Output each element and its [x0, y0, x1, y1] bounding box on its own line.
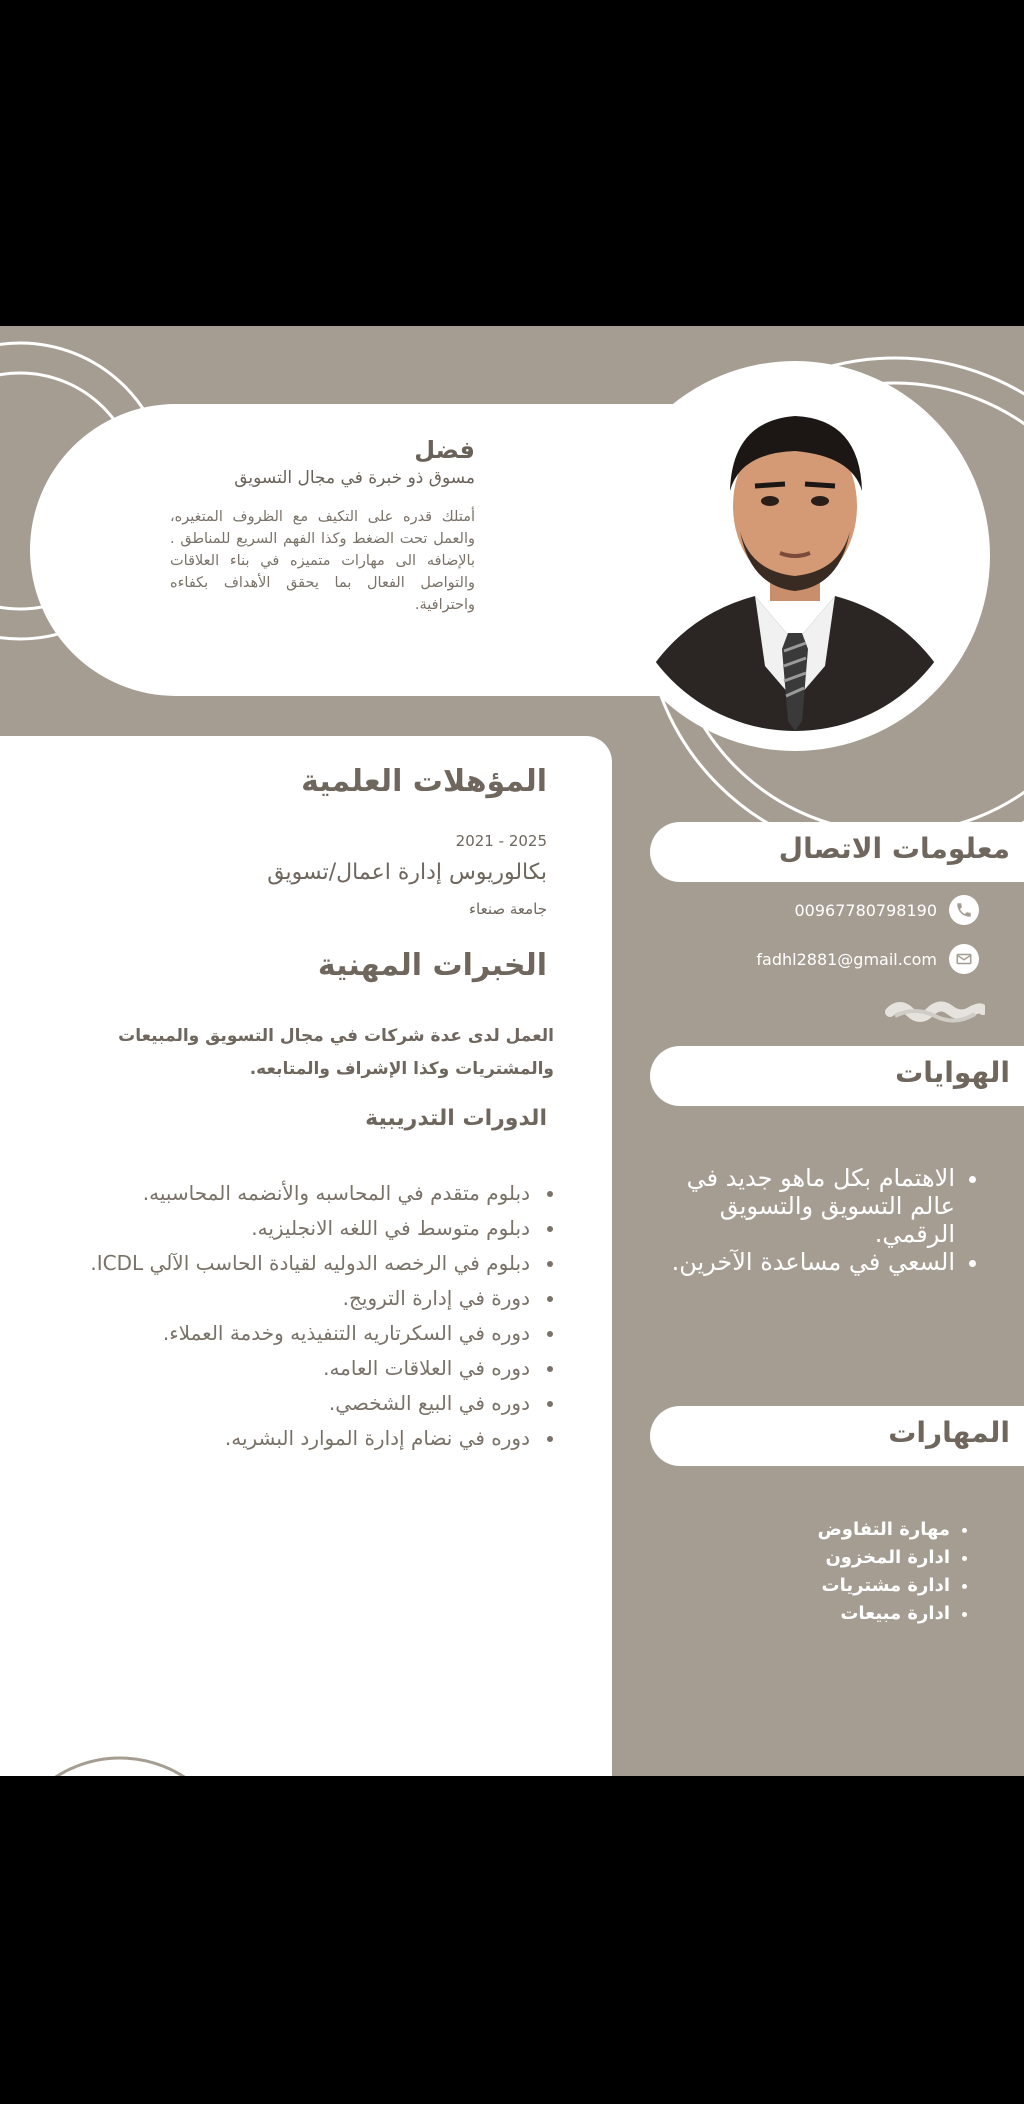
email-address: fadhl2881@gmail.com — [756, 949, 937, 969]
list-item: • دوره في نضام إدارة الموارد البشريه. — [62, 1421, 534, 1456]
list-item: • دبلوم متقدم في المحاسبه والأنضمه المحاسبيه. — [62, 1176, 534, 1211]
list-item: • السعي في مساعدة الآخرين. — [660, 1248, 955, 1276]
experience-heading: الخبرات المهنية — [317, 948, 547, 983]
list-item: • دبلوم متوسط في اللغه الانجليزيه. — [62, 1211, 534, 1246]
list-item: • دورة في إدارة الترويج. — [62, 1281, 534, 1316]
university-name: جامعة صنعاء — [468, 900, 547, 918]
person-name: فضل — [414, 436, 475, 464]
hobbies-heading-pill — [650, 1046, 1024, 1106]
resume-page — [0, 326, 1024, 1776]
skills-heading-pill — [650, 1406, 1024, 1466]
list-item: • ادارة مشتريات — [760, 1572, 950, 1600]
phone-icon — [949, 895, 979, 925]
skills-list — [760, 1516, 990, 1628]
list-item: • دبلوم في الرخصه الدوليه لقيادة الحاسب الآلي ICDL. — [62, 1246, 534, 1281]
degree-title: بكالوريوس إدارة اعمال/تسويق — [267, 860, 547, 885]
main-content-panel — [0, 736, 612, 1776]
email-icon — [949, 944, 979, 974]
profile-summary: أمتلك قدره على التكيف مع الظروف المتغيره، والعمل تحت الضغط وكذا الفهم السريع للمناطق . بالإضافه الى مهارات متميزه في بناء العلاقات والتواصل الفعال بما يحقق الأهداف بكفاءه واحترافية. — [170, 509, 475, 613]
list-item: • دوره في السكرتاريه التنفيذيه وخدمة العملاء. — [62, 1316, 534, 1351]
email-row — [756, 944, 979, 974]
list-item: • دوره في البيع الشخصي. — [62, 1386, 534, 1421]
education-heading: المؤهلات العلمية — [301, 764, 547, 799]
courses-list — [62, 1176, 562, 1456]
job-title: مسوق ذو خبرة في مجال التسويق — [234, 468, 475, 488]
skills-heading: المهارات — [888, 1416, 1010, 1449]
phone-row — [794, 895, 979, 925]
list-item: • الاهتمام بكل ماهو جديد في عالم التسويق والتسويق الرقمي. — [660, 1164, 955, 1248]
list-item: • دوره في العلاقات العامه. — [62, 1351, 534, 1386]
profile-photo-frame — [600, 361, 990, 751]
contact-heading: معلومات الاتصال — [778, 832, 1010, 865]
hobbies-list — [660, 1164, 990, 1276]
phone-number: 00967780798190 — [794, 900, 937, 920]
education-years: 2025 - 2021 — [455, 832, 547, 850]
experience-text: العمل لدى عدة شركات في مجال التسويق والمبيعات والمشتريات وكذا الإشراف والمتابعه. — [118, 1026, 554, 1079]
list-item: • ادارة مبيعات — [760, 1600, 950, 1628]
hobbies-heading: الهوايات — [895, 1056, 1010, 1089]
header-text — [170, 436, 475, 616]
redacted-scribble — [885, 996, 985, 1028]
decorative-bottom-arcs — [0, 1636, 260, 1776]
contact-heading-pill — [650, 822, 1024, 882]
profile-photo — [620, 381, 970, 731]
list-item: • مهارة التفاوض — [760, 1516, 950, 1544]
list-item: • ادارة المخزون — [760, 1544, 950, 1572]
courses-heading: الدورات التدريبية — [365, 1106, 547, 1131]
